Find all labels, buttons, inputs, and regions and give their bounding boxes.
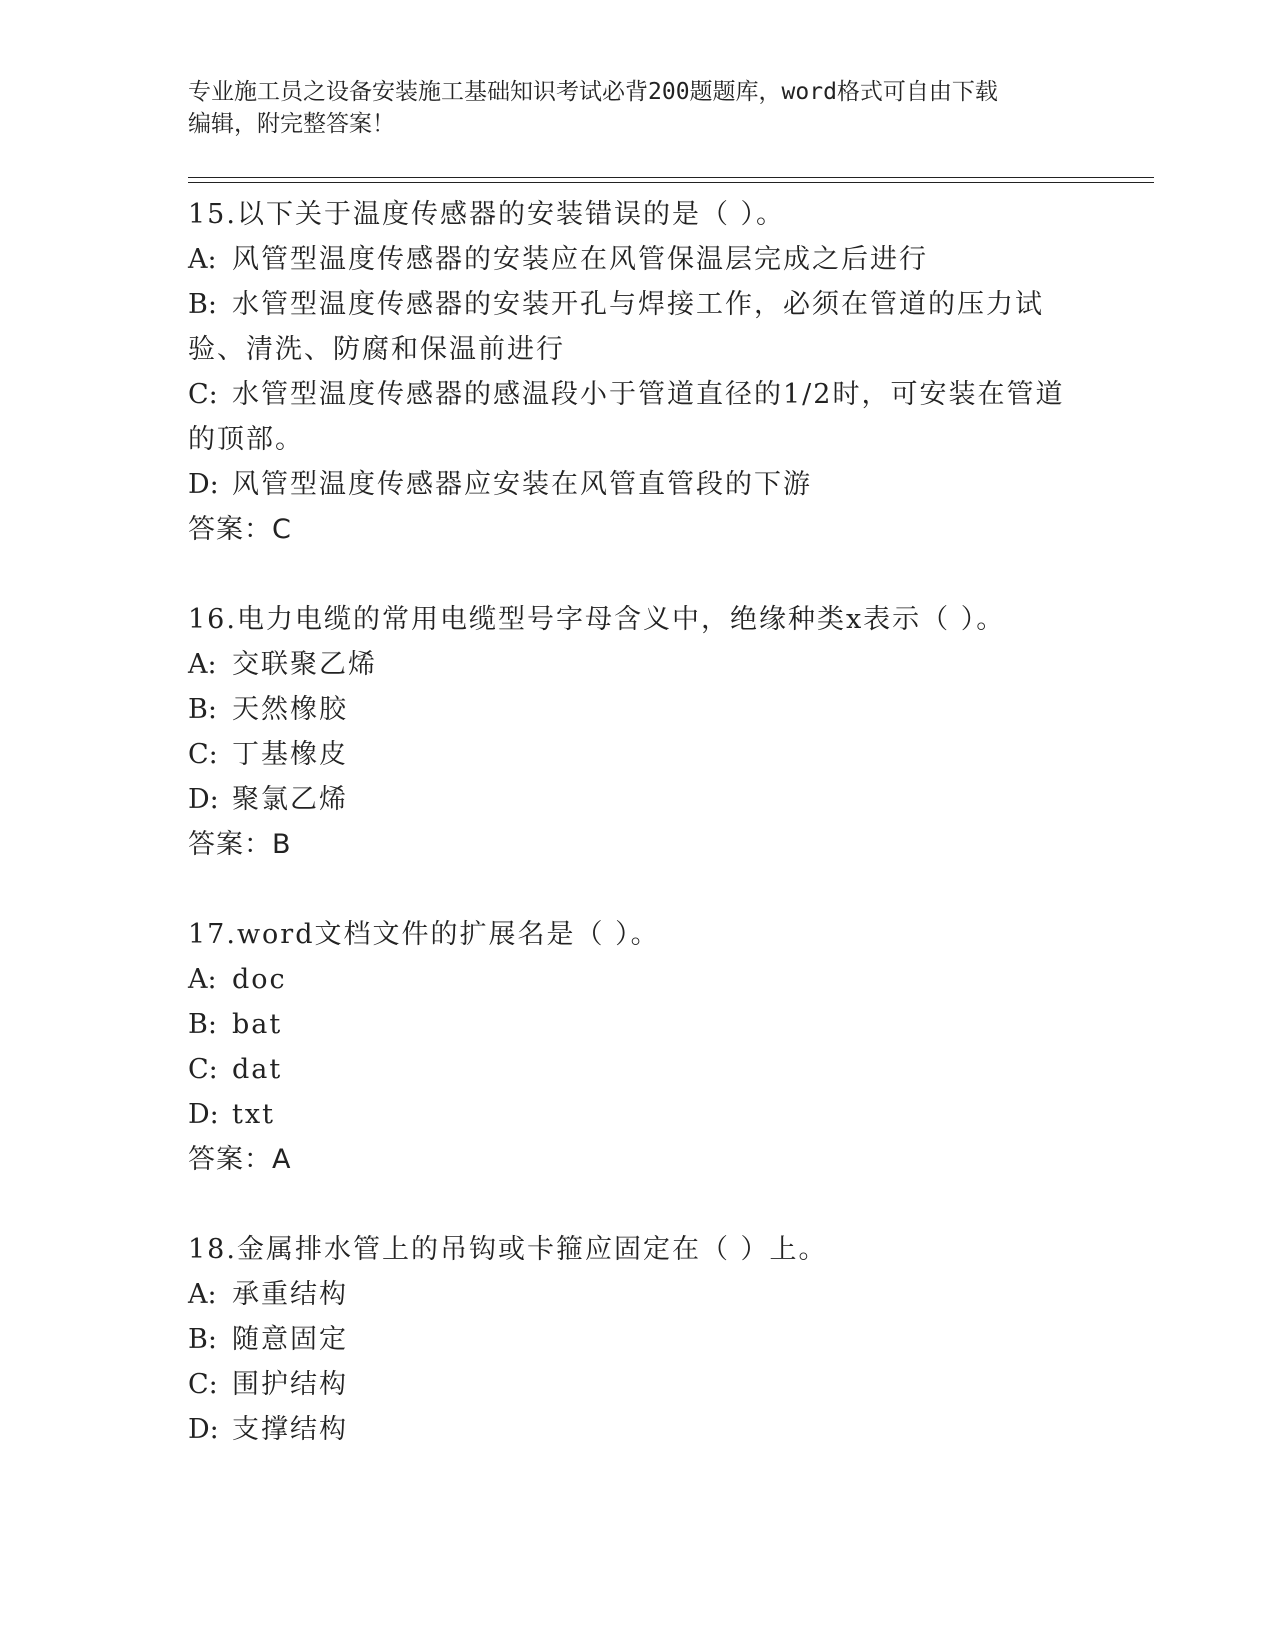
option-label: D: bbox=[188, 1099, 219, 1130]
option-text: 风管型温度传感器的安装应在风管保温层完成之后进行 bbox=[232, 244, 928, 275]
option-label: C: bbox=[188, 1054, 218, 1085]
option-label: C: bbox=[188, 379, 218, 410]
answer-line: 答案：B bbox=[188, 829, 292, 860]
question-stem: 15.以下关于温度传感器的安装错误的是（ ）。 bbox=[188, 199, 786, 230]
question-17 bbox=[188, 912, 1088, 1183]
option-b bbox=[188, 1002, 1088, 1047]
spacer bbox=[188, 553, 1088, 597]
option-c bbox=[188, 732, 1088, 777]
header-line-2: 编辑，附完整答案！ bbox=[188, 111, 395, 137]
option-label: B: bbox=[188, 694, 217, 725]
question-16 bbox=[188, 597, 1088, 868]
header-divider-top bbox=[188, 177, 1154, 178]
option-a bbox=[188, 237, 1088, 282]
option-text: 围护结构 bbox=[232, 1369, 348, 1400]
option-b bbox=[188, 687, 1088, 732]
answer-line: 答案：A bbox=[188, 1144, 292, 1175]
option-text: 交联聚乙烯 bbox=[232, 649, 377, 680]
header-divider-bottom bbox=[188, 182, 1154, 183]
option-d bbox=[188, 1092, 1088, 1137]
option-label: D: bbox=[188, 469, 219, 500]
option-c bbox=[188, 372, 1088, 462]
document-header bbox=[188, 76, 1068, 140]
option-text: bat bbox=[232, 1009, 283, 1040]
option-text: 水管型温度传感器的感温段小于管道直径的1/2时，可安装在管道的顶部。 bbox=[188, 379, 1065, 455]
option-label: A: bbox=[188, 649, 217, 680]
question-stem: 18.金属排水管上的吊钩或卡箍应固定在（ ）上。 bbox=[188, 1234, 828, 1265]
option-label: B: bbox=[188, 1009, 217, 1040]
question-stem: 16.电力电缆的常用电缆型号字母含义中，绝缘种类x表示（ ）。 bbox=[188, 604, 1006, 635]
option-a bbox=[188, 957, 1088, 1002]
option-label: C: bbox=[188, 1369, 218, 1400]
option-label: B: bbox=[188, 1324, 217, 1355]
option-a bbox=[188, 1272, 1088, 1317]
option-text: 水管型温度传感器的安装开孔与焊接工作，必须在管道的压力试验、清洗、防腐和保温前进行 bbox=[188, 289, 1044, 365]
option-b bbox=[188, 282, 1088, 372]
option-text: dat bbox=[232, 1054, 283, 1085]
option-label: D: bbox=[188, 784, 219, 815]
option-text: 天然橡胶 bbox=[232, 694, 348, 725]
option-text: doc bbox=[232, 964, 287, 995]
header-line-1: 专业施工员之设备安装施工基础知识考试必背200题题库，word格式可自由下载 bbox=[188, 79, 998, 105]
option-text: txt bbox=[232, 1099, 275, 1130]
option-label: A: bbox=[188, 964, 217, 995]
option-label: A: bbox=[188, 1279, 217, 1310]
option-d bbox=[188, 1407, 1088, 1452]
option-text: 随意固定 bbox=[232, 1324, 348, 1355]
answer-line: 答案：C bbox=[188, 514, 292, 545]
option-text: 支撑结构 bbox=[232, 1414, 348, 1445]
option-text: 承重结构 bbox=[232, 1279, 348, 1310]
question-list bbox=[188, 192, 1088, 1452]
option-text: 风管型温度传感器应安装在风管直管段的下游 bbox=[232, 469, 812, 500]
question-stem: 17.word文档文件的扩展名是（ ）。 bbox=[188, 919, 660, 950]
option-d bbox=[188, 462, 1088, 507]
option-a bbox=[188, 642, 1088, 687]
spacer bbox=[188, 1183, 1088, 1227]
option-label: C: bbox=[188, 739, 218, 770]
option-label: B: bbox=[188, 289, 217, 320]
option-label: D: bbox=[188, 1414, 219, 1445]
option-label: A: bbox=[188, 244, 217, 275]
option-c bbox=[188, 1047, 1088, 1092]
option-c bbox=[188, 1362, 1088, 1407]
option-text: 聚氯乙烯 bbox=[232, 784, 348, 815]
option-d bbox=[188, 777, 1088, 822]
option-text: 丁基橡皮 bbox=[232, 739, 348, 770]
question-18 bbox=[188, 1227, 1088, 1452]
question-15 bbox=[188, 192, 1088, 553]
option-b bbox=[188, 1317, 1088, 1362]
spacer bbox=[188, 868, 1088, 912]
